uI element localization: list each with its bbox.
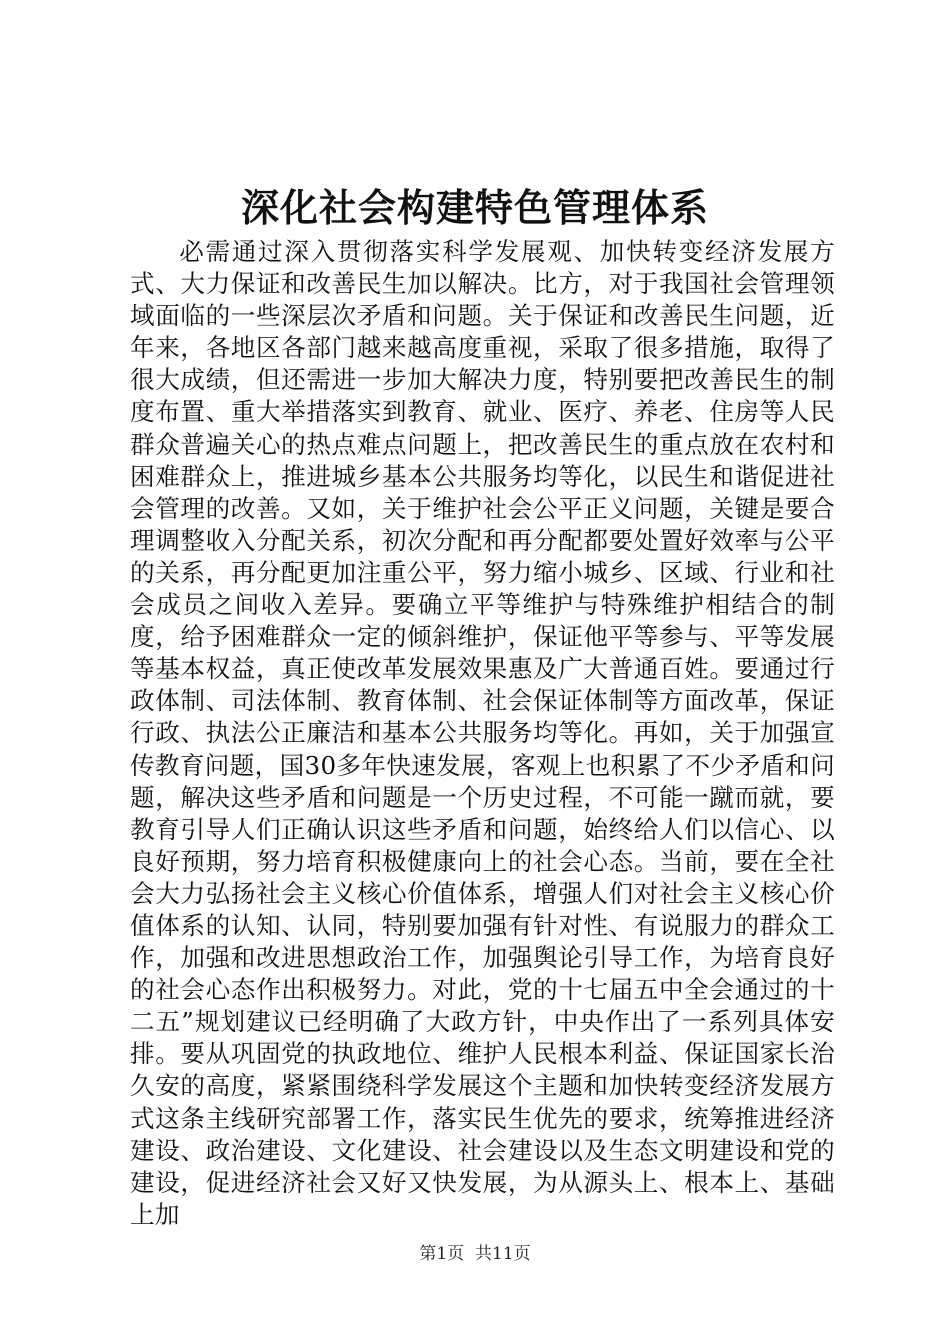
- page-total-label: 共11页: [475, 1244, 531, 1264]
- document-title: 深化社会构建特色管理体系: [240, 185, 709, 230]
- document-body-paragraph: 必需通过深入贯彻落实科学发展观、加快转变经济发展方式、大力保证和改善民生加以解决。比方，对于我国社会管理领域面临的一些深层次矛盾和问题。关于保证和改善民生问题，近年来，各地区各部门越来越高度重视，采取了很多措施，取得了很大成绩，但还需进一步加大解决力度，特别要把改善民生的制度布置、重大举措落实到教育、就业、医疗、养老、住房等人民群众普遍关心的热点难点问题上，把改善民生的重点放在农村和困难群众上，推进城乡基本公共服务均等化，以民生和谐促进社会管理的改善。又如，关于维护社会公平正义问题，关键是要合理调整收入分配关系，初次分配和再分配都要处置好效率与公平的关系，再分配更加注重公平，努力缩小城乡、区域、行业和社会成员之间收入差异。要确立平等维护与特殊维护相结合的制度，给予困难群众一定的倾斜维护，保证他平等参与、平等发展等基本权益，真正使改革发展效果惠及广大普通百姓。要通过行政体制、司法体制、教育体制、社会保证体制等方面改革，保证行政、执法公正廉洁和基本公共服务均等化。再如，关于加强宣传教育问题，国30多年快速发展，客观上也积累了不少矛盾和问题，解决这些矛盾和问题是一个历史过程，不可能一蹴而就，要教育引导人们正确认识这些矛盾和问题，始终给人们以信心、以良好预期，努力培育积极健康向上的社会心态。当前，要在全社会大力弘扬社会主义核心价值体系，增强人们对社会主义核心价值体系的认知、认同，特别要加强有针对性、有说服力的群众工作，加强和改进思想政治工作，加强舆论引导工作，为培育良好的社会心态作出积极努力。对此，党的十七届五中全会通过的十二五”规划建议已经明确了大政方针，中央作出了一系列具体安排。要从巩固党的执政地位、维护人民根本利益、保证国家长治久安的高度，紧紧围绕科学发展这个主题和加快转变经济发展方式这条主线研究部署工作，落实民生优先的要求，统筹推进经济建设、政治建设、文化建设、社会建设以及生态文明建设和党的建设，促进经济社会又好又快发展，为从源头上、根本上、基础上加: [130, 237, 835, 1229]
- page-number-label: 第1页: [419, 1244, 465, 1264]
- page-footer: [0, 1242, 950, 1266]
